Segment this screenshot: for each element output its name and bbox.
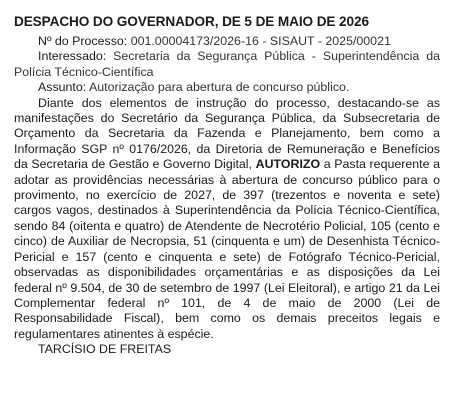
interessado-field — [14, 49, 440, 80]
signature: TARCÍSIO DE FREITAS — [38, 342, 172, 357]
body-part-1: Diante dos elementos de instrução do processo, destacando-se as manifestações do Secretário da Segurança Pública, da Subsecretaria de Orçamento da Secretaria da Fazenda e Planejamento, bem como a Informação SGP nº 0176/2026, da Diretoria de Remuneração e Benefícios da Secretaria de Gestão e Governo Digital, — [14, 95, 440, 172]
assunto-label: Assunto: — [38, 80, 87, 95]
despacho-document — [14, 14, 440, 358]
assunto-field — [14, 80, 440, 95]
interessado-value: Secretaria da Segurança Pública - Superintendência da Polícia Técnico-Científica — [14, 49, 440, 79]
processo-label: Nº do Processo: — [38, 34, 128, 48]
processo-value: 001.00004173/2026-16 - SISAUT - 2025/00021 — [130, 34, 391, 48]
despacho-body — [14, 96, 440, 343]
autorizo-highlight: AUTORIZO — [255, 157, 321, 172]
body-part-2: a Pasta requerente a adotar as providências necessárias à abertura de concurso público para o provimento, no exercício de 2027, de 397 (trezentos e noventa e sete) cargos vagos, destinados à Superintendência da Polícia Técnico-Científica, sendo 84 (oitenta e quatro) de Atendente de Necrotério Policial, 105 (cento e cinco) de Auxiliar de Necropsia, 51 (cinquenta e um) de Desenhista Técnico-Pericial e 157 (cento e cinquenta e sete) de Fotógrafo Técnico-Pericial, observadas as disponibilidades orçamentárias e as disposições da Lei federal nº 9.504, de 30 de setembro de 1997 (Lei Eleitoral), e artigo 21 da Lei Complementar federal nº 101, de 4 de maio de 2000 (Lei de Responsabilidade Fiscal), bem como os demais preceitos legais e regulamentares atinentes à espécie. — [14, 157, 440, 341]
processo-field — [14, 34, 440, 49]
interessado-label: Interessado: — [38, 49, 107, 64]
document-title: DESPACHO DO GOVERNADOR, DE 5 DE MAIO DE 2026 — [14, 14, 369, 29]
assunto-value: Autorização para abertura de concurso público. — [88, 80, 350, 95]
